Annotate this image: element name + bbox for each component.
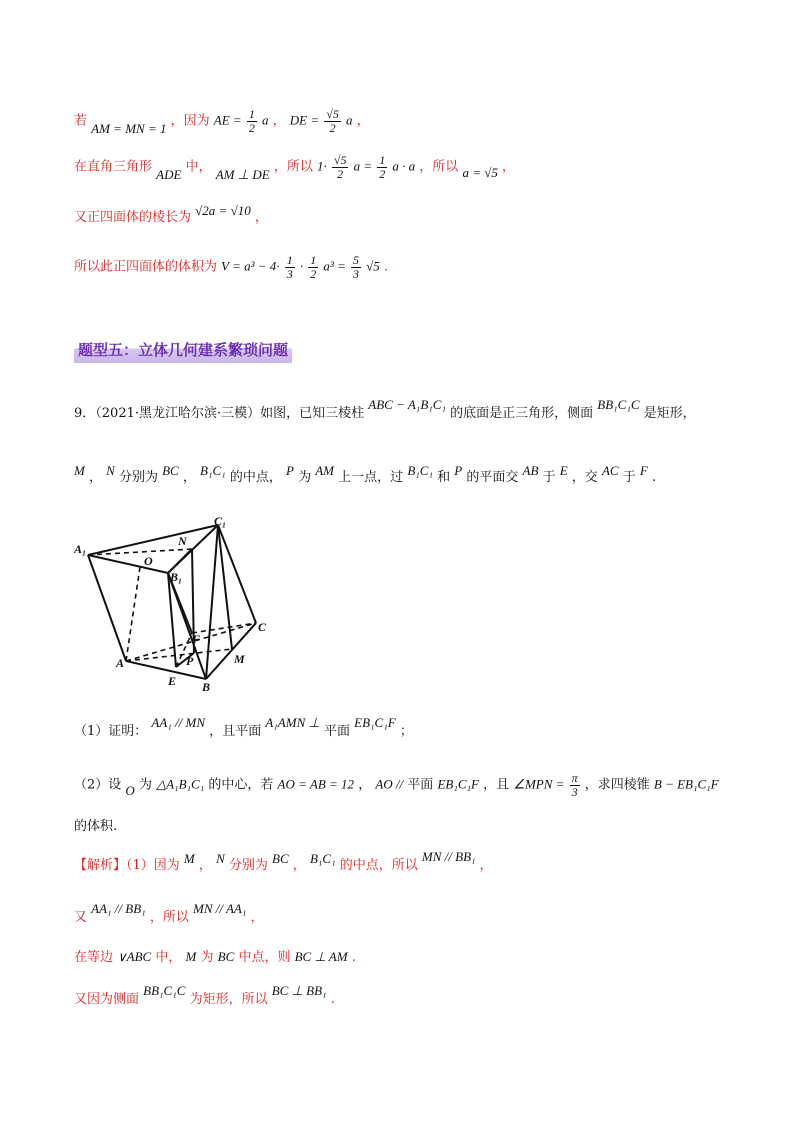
text: 分别为 <box>118 470 158 485</box>
text: 若 <box>74 113 88 129</box>
answer-line-2 <box>74 901 264 925</box>
math: F <box>639 463 648 478</box>
question-part-1 <box>74 715 413 739</box>
label-f: F <box>192 632 201 646</box>
text: ， <box>502 159 516 175</box>
text: ， <box>88 470 102 485</box>
edge-a1-b1 <box>88 555 168 573</box>
edge-o-a-hidden <box>126 567 140 661</box>
math: N <box>106 463 115 478</box>
numerator: √5 <box>326 107 339 121</box>
text: ，所以 <box>149 910 189 925</box>
text: 为 <box>200 950 214 965</box>
math: BC ⊥ AM <box>294 949 348 964</box>
math: a = √5 <box>462 164 498 180</box>
text: 中， <box>155 950 182 965</box>
label-a1: A₁ <box>74 542 87 556</box>
section-heading: 题型五：立体几何建系繁琐问题 <box>74 337 292 363</box>
math: BB₁C₁C <box>143 983 186 998</box>
fraction <box>308 254 318 280</box>
fraction <box>285 254 295 280</box>
edge-c1-b <box>206 525 218 679</box>
answer-line-1 <box>74 849 493 873</box>
solution-line-3 <box>74 203 268 225</box>
denominator: 3 <box>571 784 578 799</box>
math: a <box>346 112 353 128</box>
math: a³ = <box>323 258 346 274</box>
fraction <box>324 108 341 134</box>
problem-line-1 <box>74 397 696 421</box>
math: · <box>299 258 304 274</box>
label-b: B <box>202 680 211 694</box>
math: ∠MPN = <box>513 776 565 792</box>
text: ， <box>356 113 370 129</box>
math: a = <box>353 158 373 174</box>
text: 分别为 <box>228 858 268 873</box>
numerator: 1 <box>286 253 293 267</box>
text: （1）证明： <box>74 724 148 739</box>
math: BC <box>272 851 289 866</box>
text: ，所以 <box>419 159 459 175</box>
math: MN // BB₁ <box>421 849 476 864</box>
numerator: 1 <box>310 253 317 267</box>
label-m: M <box>234 652 245 666</box>
math: a · a <box>392 158 416 174</box>
text: 为 <box>138 777 152 793</box>
math: △A₁B₁C₁ <box>156 776 205 792</box>
solution-line-1 <box>74 108 370 134</box>
fraction <box>570 772 580 798</box>
denominator: 2 <box>248 120 255 135</box>
answer-line-3 <box>74 946 356 965</box>
math: BB₁C₁C <box>597 397 640 412</box>
math: E <box>559 463 568 478</box>
math: BC <box>217 949 235 964</box>
math: M <box>185 949 197 964</box>
math: MN // AA₁ <box>192 901 247 916</box>
text: 于 <box>622 470 636 485</box>
text: ； <box>399 724 413 739</box>
math: 1· <box>316 158 327 174</box>
text: 在直角三角形 <box>74 159 153 175</box>
edge-a1-a <box>88 555 126 661</box>
math: AC <box>601 463 619 478</box>
fraction <box>351 254 361 280</box>
math: V = a³ − 4· <box>221 258 280 274</box>
text: 上一点，过 <box>338 470 404 485</box>
fraction <box>332 154 349 180</box>
text: 是矩形， <box>643 406 696 421</box>
solution-line-2 <box>74 154 515 180</box>
math: AO = AB = 12 <box>277 776 355 792</box>
text: 平面 <box>407 777 434 793</box>
text: ， <box>292 858 306 873</box>
text: 的底面是正三角形，侧面 <box>450 406 594 421</box>
math: AA₁ // MN <box>151 715 206 730</box>
numerator: π <box>571 771 578 785</box>
text: 和 <box>437 470 451 485</box>
text: ， <box>250 910 264 925</box>
denominator: 2 <box>379 166 386 181</box>
text: 的中点， <box>229 470 282 485</box>
label-c: C <box>258 620 267 634</box>
edge-a-m-hidden <box>126 649 232 661</box>
text: . <box>651 470 657 485</box>
math: BC <box>162 463 179 478</box>
text: 平面 <box>323 724 350 739</box>
text: ，交 <box>571 470 598 485</box>
fraction <box>377 154 387 180</box>
text: ，所以 <box>273 159 313 175</box>
denominator: 3 <box>286 266 293 281</box>
text: ， <box>358 777 372 793</box>
math: BC ⊥ BB₁ <box>271 983 327 998</box>
text: 的中心，若 <box>208 777 274 793</box>
text: ，求四棱锥 <box>584 777 650 793</box>
math: AM <box>315 463 335 478</box>
label-c1: C₁ <box>214 515 227 528</box>
text: 所以此正四面体的体积为 <box>74 259 218 275</box>
text: . <box>330 992 335 1007</box>
math: AM ⊥ DE <box>215 166 270 182</box>
text: 中， <box>185 159 212 175</box>
edge-f-c-hidden <box>192 623 256 633</box>
math: B − EB₁C₁F <box>653 776 719 792</box>
label-a: A <box>116 656 125 670</box>
text: 为矩形，所以 <box>189 992 268 1007</box>
text: 在等边 <box>74 950 114 965</box>
math: P <box>285 463 294 478</box>
denominator: 2 <box>310 266 317 281</box>
numerator: √5 <box>333 153 347 167</box>
math: A₁AMN ⊥ <box>265 715 320 730</box>
text: ， <box>479 858 493 873</box>
label-p: P <box>186 654 194 668</box>
question-part-2 <box>74 772 719 798</box>
text: . <box>351 950 356 965</box>
math: DE = <box>289 112 320 128</box>
fraction <box>247 108 257 134</box>
text: 【解析】（1）因为 <box>74 858 180 873</box>
denominator: 2 <box>337 166 344 181</box>
math: a <box>261 112 269 128</box>
math: O <box>125 782 135 798</box>
text: ， <box>254 210 268 225</box>
answer-line-4 <box>74 983 335 1007</box>
text: 9．（2021·黑龙江哈尔滨·三模）如图，已知三棱柱 <box>74 406 365 421</box>
math: B₁C₁ <box>200 463 226 478</box>
label-e: E <box>168 674 177 688</box>
edge-a-b <box>126 661 206 679</box>
math: P <box>454 463 463 478</box>
math: AB <box>522 463 539 478</box>
math: √2a = √10 <box>195 203 251 218</box>
question-part-2-cont: 的体积. <box>74 819 118 834</box>
text: 为 <box>298 470 312 485</box>
label-o: O <box>144 554 153 568</box>
denominator: 2 <box>329 120 336 135</box>
prism-figure <box>74 515 274 695</box>
math: M <box>183 851 195 866</box>
solution-line-4 <box>74 254 388 280</box>
math: EB₁C₁F <box>437 776 479 792</box>
math: B₁C₁ <box>407 463 433 478</box>
math: ADE <box>156 166 182 182</box>
math: M <box>74 463 85 478</box>
label-b1: B₁ <box>170 570 183 584</box>
math: √5 <box>366 258 380 274</box>
text: （2）设 <box>74 777 122 793</box>
math: N <box>216 851 225 866</box>
text: 的平面交 <box>466 470 519 485</box>
math: EB₁C₁F <box>354 715 396 730</box>
problem-line-2 <box>74 463 657 485</box>
math: ABC − A₁B₁C₁ <box>368 397 446 412</box>
text: 的中点，所以 <box>339 858 418 873</box>
text: 又 <box>74 910 88 925</box>
text: 又因为侧面 <box>74 992 140 1007</box>
text: ，且 <box>483 777 510 793</box>
text: 于 <box>542 470 556 485</box>
text: ，且平面 <box>209 724 262 739</box>
math: AE = <box>213 112 242 128</box>
math: AA₁ // BB₁ <box>91 901 146 916</box>
math: ∨ABC <box>117 949 152 964</box>
text: ， <box>198 858 212 873</box>
denominator: 3 <box>352 266 359 281</box>
text: ， <box>272 113 286 129</box>
text: . <box>383 259 388 275</box>
math: AO // <box>375 776 404 792</box>
numerator: 5 <box>352 253 359 267</box>
math: B₁C₁ <box>309 851 336 866</box>
numerator: 1 <box>248 107 255 121</box>
math: AM = MN = 1 <box>91 120 167 136</box>
text: 又正四面体的棱长为 <box>74 210 192 225</box>
text: 中点，则 <box>238 950 291 965</box>
text: ， <box>182 470 196 485</box>
label-n: N <box>178 534 187 548</box>
numerator: 1 <box>379 153 386 167</box>
text: ，因为 <box>170 113 210 129</box>
